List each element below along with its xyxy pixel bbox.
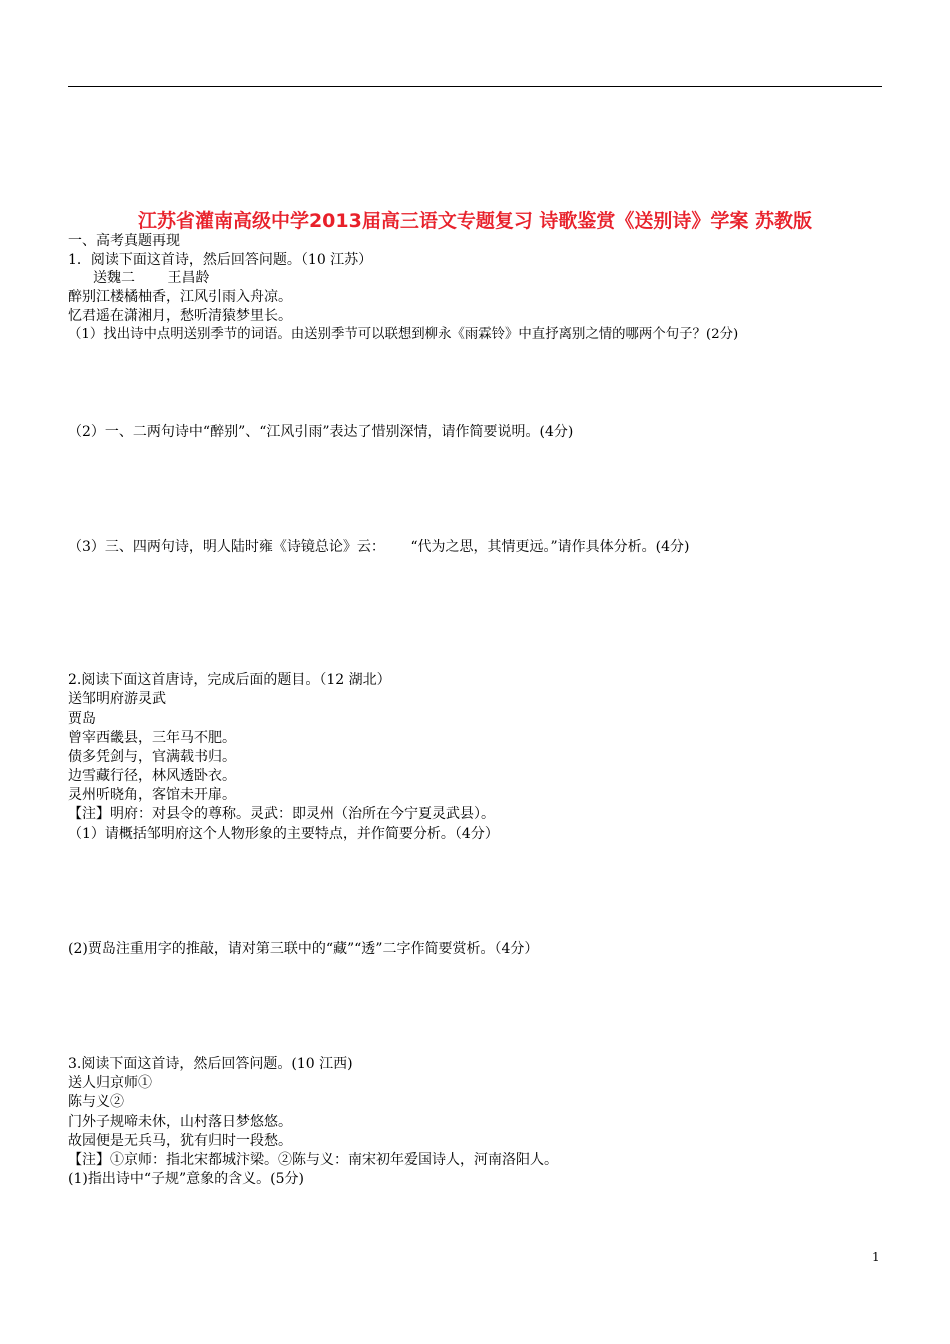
q1-intro: 1．阅读下面这首诗，然后回答问题。（10 江苏） <box>68 252 373 268</box>
q3-poem-title: 送人归京师① <box>68 1075 152 1091</box>
document-title: 江苏省灌南高级中学2013届高三语文专题复习 诗歌鉴赏《送别诗》学案 苏教版 <box>137 210 813 232</box>
q2-poem-line-4: 灵州听晓角，客馆未开扉。 <box>68 787 236 803</box>
q2-poem-title: 送邹明府游灵武 <box>68 691 166 707</box>
q1-poem-title: 送魏二 王昌龄 <box>93 270 210 286</box>
q2-subquestion-1: （1）请概括邹明府这个人物形象的主要特点，并作简要分析。（4分） <box>68 826 499 842</box>
q1-poem-line-2: 忆君遥在潇湘月，愁听清猿梦里长。 <box>68 308 292 324</box>
q2-poem-line-2: 债多凭剑与，官满载书归。 <box>68 749 236 765</box>
q2-poem-line-3: 边雪藏行径，林风透卧衣。 <box>68 768 236 784</box>
header-rule <box>68 86 882 87</box>
q1-subquestion-3: （3）三、四两句诗，明人陆时雍《诗镜总论》云： “代为之思，其情更远。”请作具体分析。(4分) <box>68 539 690 555</box>
q2-subquestion-2: (2)贾岛注重用字的推敲，请对第三联中的“藏”“透”二字作简要赏析。（4分） <box>68 941 539 957</box>
q3-subquestion-1: (1)指出诗中“子规”意象的含义。(5分) <box>68 1171 304 1187</box>
section-heading: 一、高考真题再现 <box>68 233 180 249</box>
q3-poem-author: 陈与义② <box>68 1094 124 1110</box>
q2-note: 【注】明府：对县令的尊称。灵武：即灵州（治所在今宁夏灵武县）。 <box>68 806 495 822</box>
q3-poem-line-1: 门外子规啼未休，山村落日梦悠悠。 <box>68 1114 292 1130</box>
q1-subquestion-1: （1）找出诗中点明送别季节的词语。由送别季节可以联想到柳永《雨霖铃》中直抒离别之情的哪两个句子？(2分) <box>68 327 739 342</box>
q3-poem-line-2: 故园便是无兵马，犹有归时一段愁。 <box>68 1133 292 1149</box>
page-number: 1 <box>872 1250 880 1264</box>
q3-note: 【注】①京师：指北宋都城汴梁。②陈与义：南宋初年爱国诗人，河南洛阳人。 <box>68 1152 558 1168</box>
q3-intro: 3.阅读下面这首诗，然后回答问题。(10 江西) <box>68 1056 353 1072</box>
q1-subquestion-2: （2）一、二两句诗中“醉别”、“江风引雨”表达了惜别深情，请作简要说明。(4分) <box>68 424 574 440</box>
q2-poem-author: 贾岛 <box>68 711 96 727</box>
q2-intro: 2.阅读下面这首唐诗，完成后面的题目。（12 湖北） <box>68 672 391 688</box>
q2-poem-line-1: 曾宰西畿县，三年马不肥。 <box>68 730 236 746</box>
q1-poem-line-1: 醉别江楼橘柚香，江风引雨入舟凉。 <box>68 289 292 305</box>
